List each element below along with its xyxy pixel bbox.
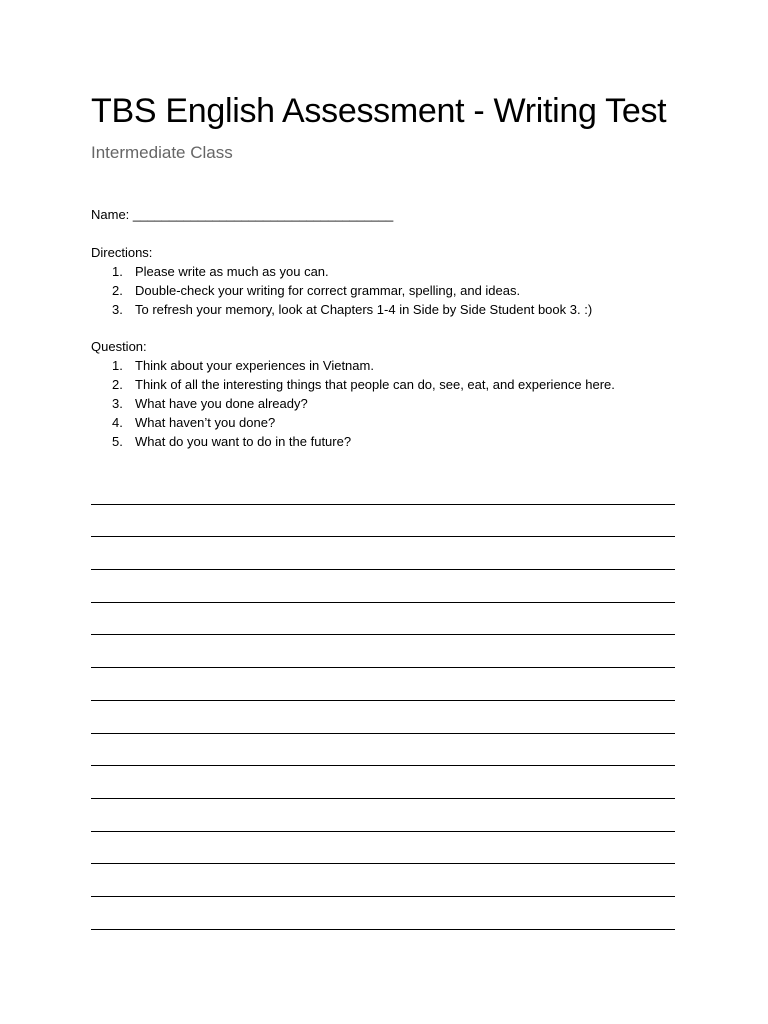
answer-line[interactable] xyxy=(91,882,675,915)
answer-line[interactable] xyxy=(91,752,675,785)
question-heading: Question: xyxy=(91,339,147,354)
list-item-number: 2. xyxy=(112,377,123,392)
answer-line[interactable] xyxy=(91,653,675,686)
page-title: TBS English Assessment - Writing Test xyxy=(91,92,667,130)
list-item xyxy=(91,356,615,375)
answer-line[interactable] xyxy=(91,588,675,621)
answer-line[interactable] xyxy=(91,850,675,883)
directions-section xyxy=(91,243,592,319)
list-item-text: Think about your experiences in Vietnam. xyxy=(135,358,374,373)
name-label: Name: xyxy=(91,207,133,222)
list-item xyxy=(91,394,615,413)
list-item-number: 5. xyxy=(112,434,123,449)
list-item xyxy=(91,432,615,451)
list-item xyxy=(91,281,592,300)
directions-heading: Directions: xyxy=(91,245,153,260)
answer-line[interactable] xyxy=(91,719,675,752)
list-item-number: 4. xyxy=(112,415,123,430)
name-field[interactable] xyxy=(91,205,393,224)
list-item-number: 1. xyxy=(112,358,123,373)
list-item-text: Double-check your writing for correct grammar, spelling, and ideas. xyxy=(135,283,521,298)
answer-line[interactable] xyxy=(91,490,675,523)
answer-lines[interactable] xyxy=(91,490,675,948)
list-item-text: What have you done already? xyxy=(135,396,308,411)
list-item xyxy=(91,375,615,394)
list-item-number: 3. xyxy=(112,396,123,411)
list-item-number: 3. xyxy=(112,302,123,317)
question-list xyxy=(91,356,615,451)
list-item-text: What do you want to do in the future? xyxy=(135,434,352,449)
question-section xyxy=(91,337,615,451)
list-item-text: Please write as much as you can. xyxy=(135,264,329,279)
page-subtitle: Intermediate Class xyxy=(91,143,233,162)
answer-line[interactable] xyxy=(91,555,675,588)
list-item-text: Think of all the interesting things that people can do, see, eat, and experience here. xyxy=(135,377,615,392)
name-blank[interactable]: ____________________________________ xyxy=(132,207,394,222)
answer-line[interactable] xyxy=(91,621,675,654)
list-item xyxy=(91,262,592,281)
list-item-text: What haven’t you done? xyxy=(135,415,276,430)
answer-line[interactable] xyxy=(91,784,675,817)
list-item xyxy=(91,300,592,319)
list-item xyxy=(91,413,615,432)
answer-line[interactable] xyxy=(91,817,675,850)
list-item-number: 2. xyxy=(112,283,123,298)
list-item-number: 1. xyxy=(112,264,123,279)
directions-list xyxy=(91,262,592,319)
list-item-text: To refresh your memory, look at Chapters 1-4 in Side by Side Student book 3. :) xyxy=(135,302,593,317)
answer-line[interactable] xyxy=(91,686,675,719)
answer-line[interactable] xyxy=(91,523,675,556)
answer-line[interactable] xyxy=(91,915,675,948)
